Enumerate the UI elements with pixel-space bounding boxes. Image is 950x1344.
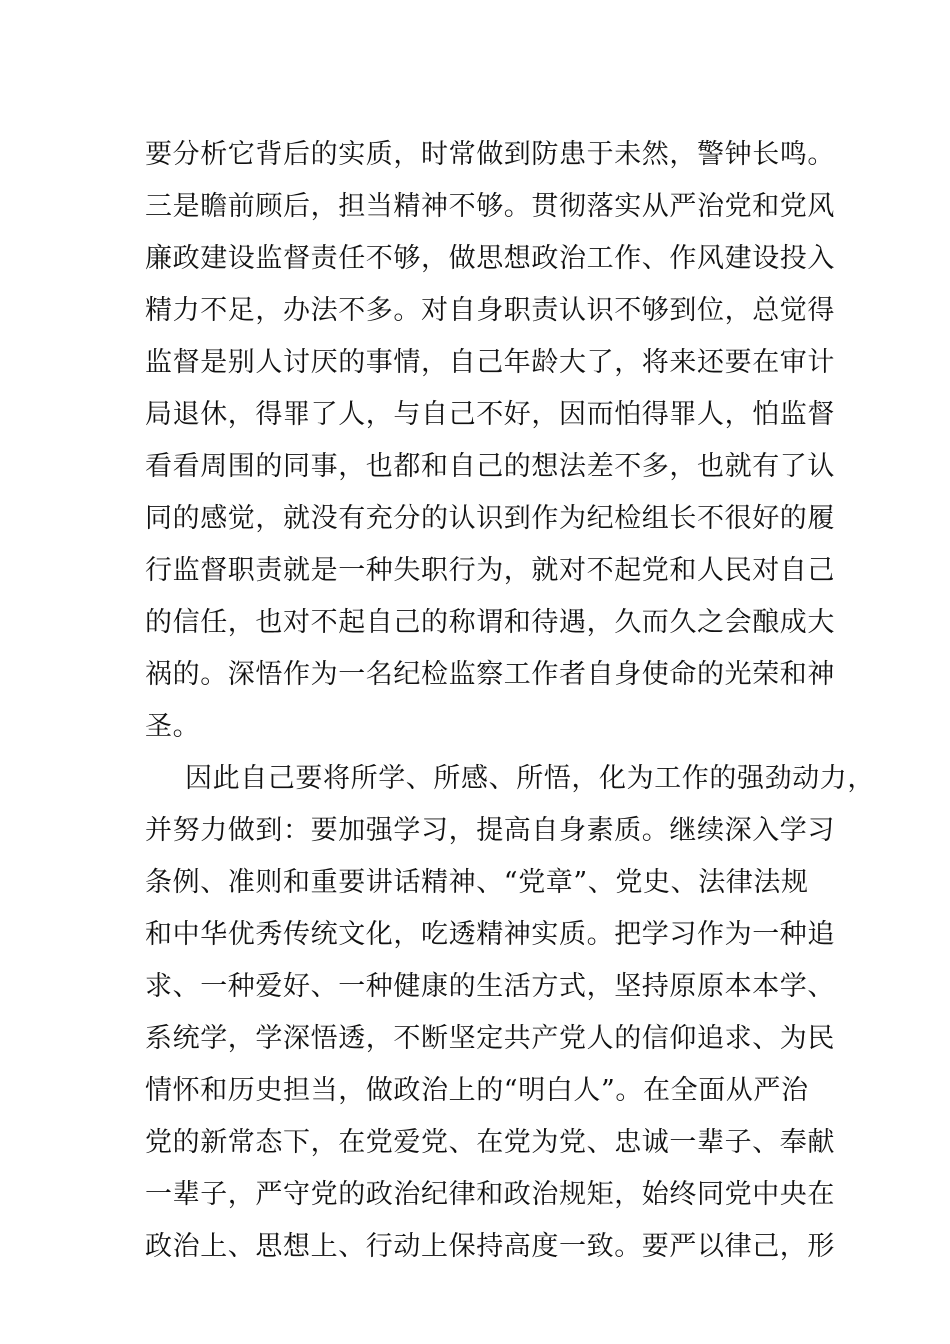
text-line: 情怀和历史担当，做政治上的“明白人”。在全面从严治: [145, 1075, 809, 1106]
text-line: 监督是别人讨厌的事情，自己年龄大了，将来还要在审计: [145, 347, 835, 378]
text-line: 的信任，也对不起自己的称谓和待遇，久而久之会酿成大: [145, 607, 835, 638]
text-line: 要分析它背后的实质，时常做到防患于未然，警钟长鸣。: [145, 139, 835, 170]
text-line: 廉政建设监督责任不够，做思想政治工作、作风建设投入: [145, 243, 835, 274]
text-line: 和中华优秀传统文化，吃透精神实质。把学习作为一种追: [145, 919, 835, 950]
text-line: 局退休，得罪了人，与自己不好，因而怕得罪人，怕监督: [145, 399, 835, 430]
text-line: 祸的。深悟作为一名纪检监察工作者自身使命的光荣和神: [145, 659, 835, 690]
text-line: 三是瞻前顾后，担当精神不够。贯彻落实从严治党和党风: [145, 191, 835, 222]
text-line: 求、一种爱好、一种健康的生活方式，坚持原原本本学、: [145, 971, 835, 1002]
text-line: 精力不足，办法不多。对自身职责认识不够到位，总觉得: [145, 295, 835, 326]
body-text: [145, 129, 875, 1273]
paragraph-start-line: 因此自己要将所学、所感、所悟，化为工作的强劲动力，: [185, 763, 875, 794]
text-line: 政治上、思想上、行动上保持高度一致。要严以律己，形: [145, 1231, 835, 1262]
text-line: 并努力做到：要加强学习，提高自身素质。继续深入学习: [145, 815, 835, 846]
text-line: 系统学，学深悟透，不断坚定共产党人的信仰追求、为民: [145, 1023, 835, 1054]
text-line: 党的新常态下，在党爱党、在党为党、忠诚一辈子、奉献: [145, 1127, 835, 1158]
text-line: 行监督职责就是一种失职行为，就对不起党和人民对自己: [145, 555, 835, 586]
text-line: 条例、准则和重要讲话精神、“党章”、党史、法律法规: [145, 867, 809, 898]
text-line: 看看周围的同事，也都和自己的想法差不多，也就有了认: [145, 451, 835, 482]
text-line: 圣。: [145, 711, 201, 742]
text-line: 同的感觉，就没有充分的认识到作为纪检组长不很好的履: [145, 503, 835, 534]
text-line: 一辈子，严守党的政治纪律和政治规矩，始终同党中央在: [145, 1179, 835, 1210]
